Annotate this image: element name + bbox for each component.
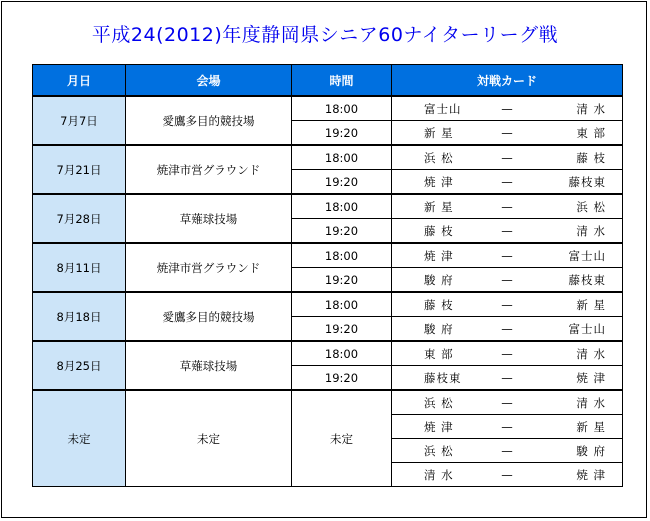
round-date: 7月28日 bbox=[33, 194, 126, 243]
home-team: 清 水 bbox=[424, 467, 454, 482]
match-card bbox=[392, 219, 623, 244]
away-team: 新 星 bbox=[576, 419, 606, 434]
header-venue: 会場 bbox=[126, 65, 292, 97]
match-card bbox=[392, 194, 623, 219]
versus-dash: — bbox=[501, 174, 513, 189]
round-venue: 焼津市営グラウンド bbox=[126, 243, 292, 292]
home-team: 東 部 bbox=[424, 346, 454, 361]
match-card bbox=[392, 317, 623, 342]
match-card bbox=[392, 121, 623, 146]
game-time: 19:20 bbox=[292, 121, 392, 146]
versus-dash: — bbox=[501, 101, 513, 116]
versus-dash: — bbox=[501, 467, 513, 482]
round-venue: 草薙球技場 bbox=[126, 194, 292, 243]
undetermined-date: 未定 bbox=[33, 390, 126, 487]
away-team: 浜 松 bbox=[576, 199, 606, 214]
versus-dash: — bbox=[501, 370, 513, 385]
home-team: 浜 松 bbox=[424, 395, 454, 410]
match-card bbox=[392, 439, 623, 463]
table-row bbox=[33, 341, 623, 366]
page-title: 平成24(2012)年度静岡県シニア60ナイターリーグ戦 bbox=[91, 24, 559, 46]
game-time: 18:00 bbox=[292, 145, 392, 170]
round-date: 7月21日 bbox=[33, 145, 126, 194]
table-row bbox=[33, 390, 623, 415]
versus-dash: — bbox=[501, 248, 513, 263]
round-date: 8月18日 bbox=[33, 292, 126, 341]
match-card bbox=[392, 415, 623, 439]
game-time: 18:00 bbox=[292, 243, 392, 268]
away-team: 清 水 bbox=[576, 346, 606, 361]
home-team: 藤枝東 bbox=[424, 370, 462, 385]
undetermined-venue: 未定 bbox=[126, 390, 292, 487]
versus-dash: — bbox=[501, 199, 513, 214]
game-time: 19:20 bbox=[292, 219, 392, 244]
match-card bbox=[392, 366, 623, 391]
table-row bbox=[33, 194, 623, 219]
away-team: 藤枝東 bbox=[568, 174, 606, 189]
table-header-row bbox=[33, 65, 623, 97]
versus-dash: — bbox=[501, 346, 513, 361]
round-venue: 草薙球技場 bbox=[126, 341, 292, 390]
away-team: 東 部 bbox=[576, 125, 606, 140]
home-team: 焼 津 bbox=[424, 174, 454, 189]
table-row bbox=[33, 96, 623, 121]
away-team: 新 星 bbox=[576, 297, 606, 312]
versus-dash: — bbox=[501, 443, 513, 458]
versus-dash: — bbox=[501, 150, 513, 165]
schedule-table bbox=[32, 64, 623, 487]
game-time: 19:20 bbox=[292, 268, 392, 293]
game-time: 18:00 bbox=[292, 96, 392, 121]
game-time: 18:00 bbox=[292, 341, 392, 366]
match-card bbox=[392, 243, 623, 268]
header-time: 時間 bbox=[292, 65, 392, 97]
round-date: 8月25日 bbox=[33, 341, 126, 390]
round-venue: 焼津市営グラウンド bbox=[126, 145, 292, 194]
game-time: 19:20 bbox=[292, 366, 392, 391]
away-team: 焼 津 bbox=[576, 467, 606, 482]
match-card bbox=[392, 145, 623, 170]
match-card bbox=[392, 463, 623, 487]
header-card: 対戦カード bbox=[392, 65, 623, 97]
home-team: 焼 津 bbox=[424, 248, 454, 263]
round-date: 8月11日 bbox=[33, 243, 126, 292]
versus-dash: — bbox=[501, 419, 513, 434]
match-card bbox=[392, 390, 623, 415]
match-card bbox=[392, 96, 623, 121]
round-venue: 愛鷹多目的競技場 bbox=[126, 96, 292, 145]
away-team: 焼 津 bbox=[576, 370, 606, 385]
undetermined-time: 未定 bbox=[292, 390, 392, 487]
schedule-frame bbox=[1, 1, 647, 518]
home-team: 駿 府 bbox=[424, 272, 454, 287]
away-team: 富士山 bbox=[568, 321, 606, 336]
away-team: 富士山 bbox=[568, 248, 606, 263]
game-time: 18:00 bbox=[292, 292, 392, 317]
away-team: 清 水 bbox=[576, 223, 606, 238]
versus-dash: — bbox=[501, 297, 513, 312]
away-team: 藤枝東 bbox=[568, 272, 606, 287]
match-card bbox=[392, 268, 623, 293]
home-team: 駿 府 bbox=[424, 321, 454, 336]
game-time: 18:00 bbox=[292, 194, 392, 219]
home-team: 藤 枝 bbox=[424, 297, 454, 312]
away-team: 駿 府 bbox=[576, 443, 606, 458]
away-team: 清 水 bbox=[576, 395, 606, 410]
home-team: 浜 松 bbox=[424, 150, 454, 165]
match-card bbox=[392, 341, 623, 366]
away-team: 藤 枝 bbox=[576, 150, 606, 165]
round-date: 7月7日 bbox=[33, 96, 126, 145]
versus-dash: — bbox=[501, 395, 513, 410]
home-team: 焼 津 bbox=[424, 419, 454, 434]
table-row bbox=[33, 292, 623, 317]
versus-dash: — bbox=[501, 321, 513, 336]
home-team: 浜 松 bbox=[424, 443, 454, 458]
home-team: 新 星 bbox=[424, 199, 454, 214]
versus-dash: — bbox=[501, 272, 513, 287]
home-team: 富士山 bbox=[424, 101, 462, 116]
away-team: 清 水 bbox=[576, 101, 606, 116]
versus-dash: — bbox=[501, 125, 513, 140]
game-time: 19:20 bbox=[292, 170, 392, 195]
game-time: 19:20 bbox=[292, 317, 392, 342]
match-card bbox=[392, 170, 623, 195]
home-team: 藤 枝 bbox=[424, 223, 454, 238]
match-card bbox=[392, 292, 623, 317]
table-row bbox=[33, 243, 623, 268]
round-venue: 愛鷹多目的競技場 bbox=[126, 292, 292, 341]
table-row bbox=[33, 145, 623, 170]
versus-dash: — bbox=[501, 223, 513, 238]
header-date: 月日 bbox=[33, 65, 126, 97]
home-team: 新 星 bbox=[424, 125, 454, 140]
